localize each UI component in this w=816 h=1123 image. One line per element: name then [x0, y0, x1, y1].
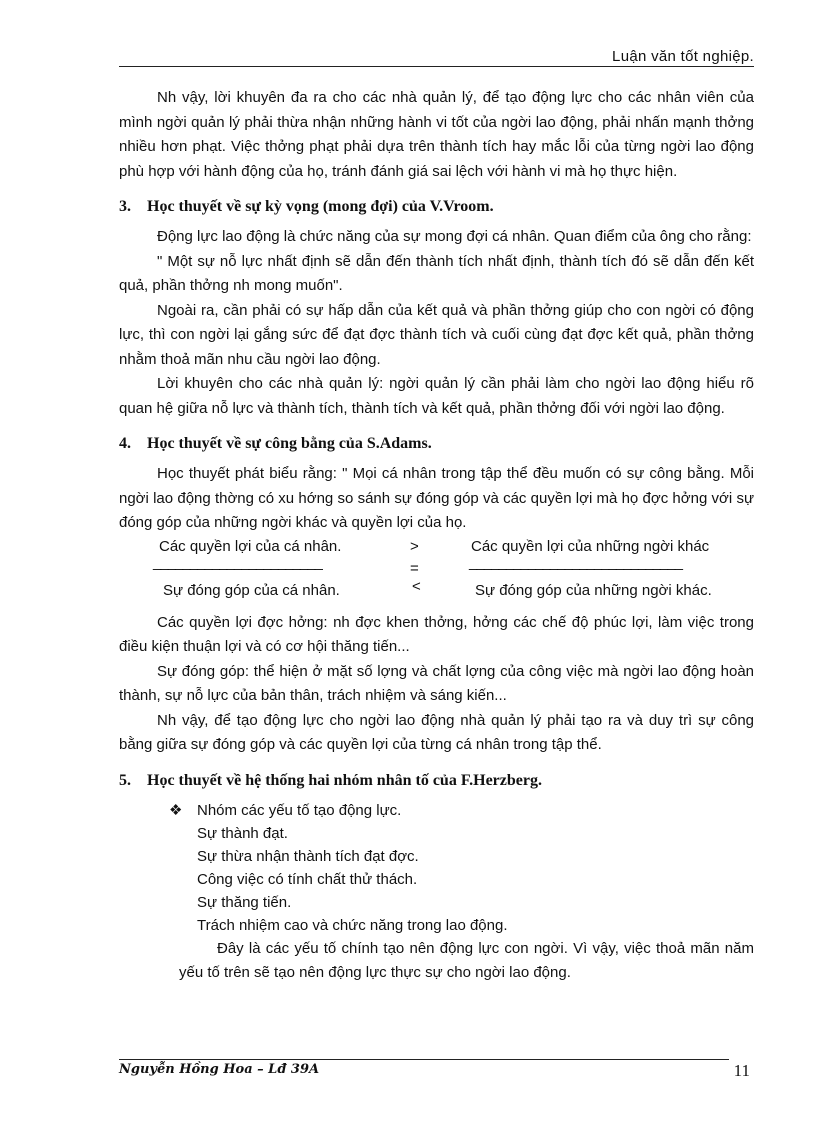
ratio-left-denominator: Sự đóng góp của cá nhân. [163, 581, 340, 599]
motivators-list [169, 799, 754, 985]
paragraph-adams-theory: Học thuyết phát biểu rằng: " Mọi cá nhân trong tập thể đều muốn có sự công bằng. Mỗi ngời lao động thờng có xu hớng so sánh sự đóng góp và các quyền lợi mà họ đợc hởng với sự đóng góp của những ngời khác và quyền lợi của họ. [119, 465, 754, 531]
list-item: Sự thăng tiến. [197, 893, 292, 911]
ratio-less-than: < [412, 577, 421, 595]
paragraph-adams-conclusion: Nh vậy, để tạo động lực cho ngời lao động nhà quản lý phải tạo ra và duy trì sự công bằng giữa sự đóng góp và các quyền lợi của từng cá nhân trong tập thể. [119, 711, 754, 753]
section-number: 4. [119, 435, 131, 452]
list-lead-text: Nhóm các yếu tố tạo động lực. [197, 801, 402, 819]
ratio-greater-than: > [410, 537, 419, 555]
list-item: Công việc có tính chất thử thách. [197, 870, 418, 888]
ratio-right-numerator: Các quyền lợi của những ngời khác [471, 537, 710, 555]
list-item: Sự thành đạt. [197, 824, 288, 842]
section-heading-adams [119, 432, 754, 456]
paragraph-adams-contribution: Sự đóng góp: thể hiện ở mặt số lợng và chất lợng của công việc mà ngời lao động hoàn thành, sự nỗ lực của bản thân, trách nhiệm và sáng kiến... [119, 662, 754, 704]
footer-author: Nguyễn Hồng Hoa – Lđ 39A [119, 1062, 320, 1077]
page-body [119, 86, 754, 985]
ratio-equals: = [410, 559, 419, 577]
motivators-lead [169, 799, 754, 822]
section-number: 5. [119, 771, 131, 789]
section-title: Học thuyết về hệ thống hai nhóm nhân tố của F.Herzberg. [147, 771, 542, 789]
paragraph-vroom-attraction: Ngoài ra, cần phải có sự hấp dẫn của kết quả và phần thởng giúp cho con ngời có động lực, thì con ngời lại gắng sức để đạt đợc thành tích và cuối cùng đạt đợc kết quả, phần thởng nhằm thoả mãn nhu cầu ngời lao động. [119, 301, 754, 368]
page-number: 11 [733, 1061, 750, 1080]
paragraph-adams-benefits: Các quyền lợi đợc hởng: nh đợc khen thởng, hởng các chế độ phúc lợi, làm việc trong điều kiện thuận lợi và có cơ hội thăng tiến... [119, 613, 754, 655]
ratio-left-numerator: Các quyền lợi của cá nhân. [159, 537, 342, 555]
running-header: Luận văn tốt nghiệp. [612, 48, 754, 65]
diamond-bullet-icon: ❖ [169, 801, 183, 819]
list-item: Trách nhiệm cao và chức năng trong lao động. [197, 916, 508, 934]
equity-ratio [119, 536, 754, 611]
ratio-right-denominator: Sự đóng góp của những ngời khác. [475, 581, 712, 599]
header-divider [119, 66, 754, 67]
ratio-right-fraction-line: _____________________________ [469, 553, 682, 571]
paragraph-vroom-advice: Lời khuyên cho các nhà quản lý: ngời quản lý cần phải làm cho ngời lao động hiểu rõ quan hệ giữa nỗ lực và thành tích, thành tích và kết quả, phần thởng đối với ngời lao động. [119, 375, 754, 417]
list-item: Sự thừa nhận thành tích đạt đợc. [197, 847, 419, 865]
section-title: Học thuyết về sự công bằng của S.Adams. [147, 435, 432, 452]
section-number: 3. [119, 198, 131, 215]
section-heading-herzberg [119, 769, 754, 793]
section-title: Học thuyết về sự kỳ vọng (mong đợi) của V.Vroom. [147, 198, 494, 215]
paragraph-advice: Nh vậy, lời khuyên đa ra cho các nhà quản lý, để tạo động lực cho các nhân viên của mình ngời quản lý phải thừa nhận những hành vi tốt của ngời lao động, phải nhấn mạnh thởng nhiều hơn phạt. Việc thởng phạt phải dựa trên thành tích hay mắc lỗi của từng ngời lao động phù hợp với hành động của họ, tránh đánh giá sai lệch với hành vi mà họ thực hiện. [119, 89, 754, 180]
footer-divider [119, 1059, 729, 1060]
paragraph-vroom-quote: " Một sự nỗ lực nhất định sẽ dẫn đến thành tích nhất định, thành tích đó sẽ dẫn đến kết quả, phần thởng nh mong muốn". [119, 252, 754, 294]
motivators-closing: Đây là các yếu tố chính tạo nên động lực con ngời. Vì vậy, việc thoả mãn năm yếu tố trên sẽ tạo nên động lực thực sự cho ngời lao động. [179, 939, 754, 981]
section-heading-vroom [119, 195, 754, 219]
paragraph-vroom-intro: Động lực lao động là chức năng của sự mong đợi cá nhân. Quan điểm của ông cho rằng: [157, 228, 752, 245]
ratio-left-fraction-line: _______________________ [153, 553, 322, 571]
